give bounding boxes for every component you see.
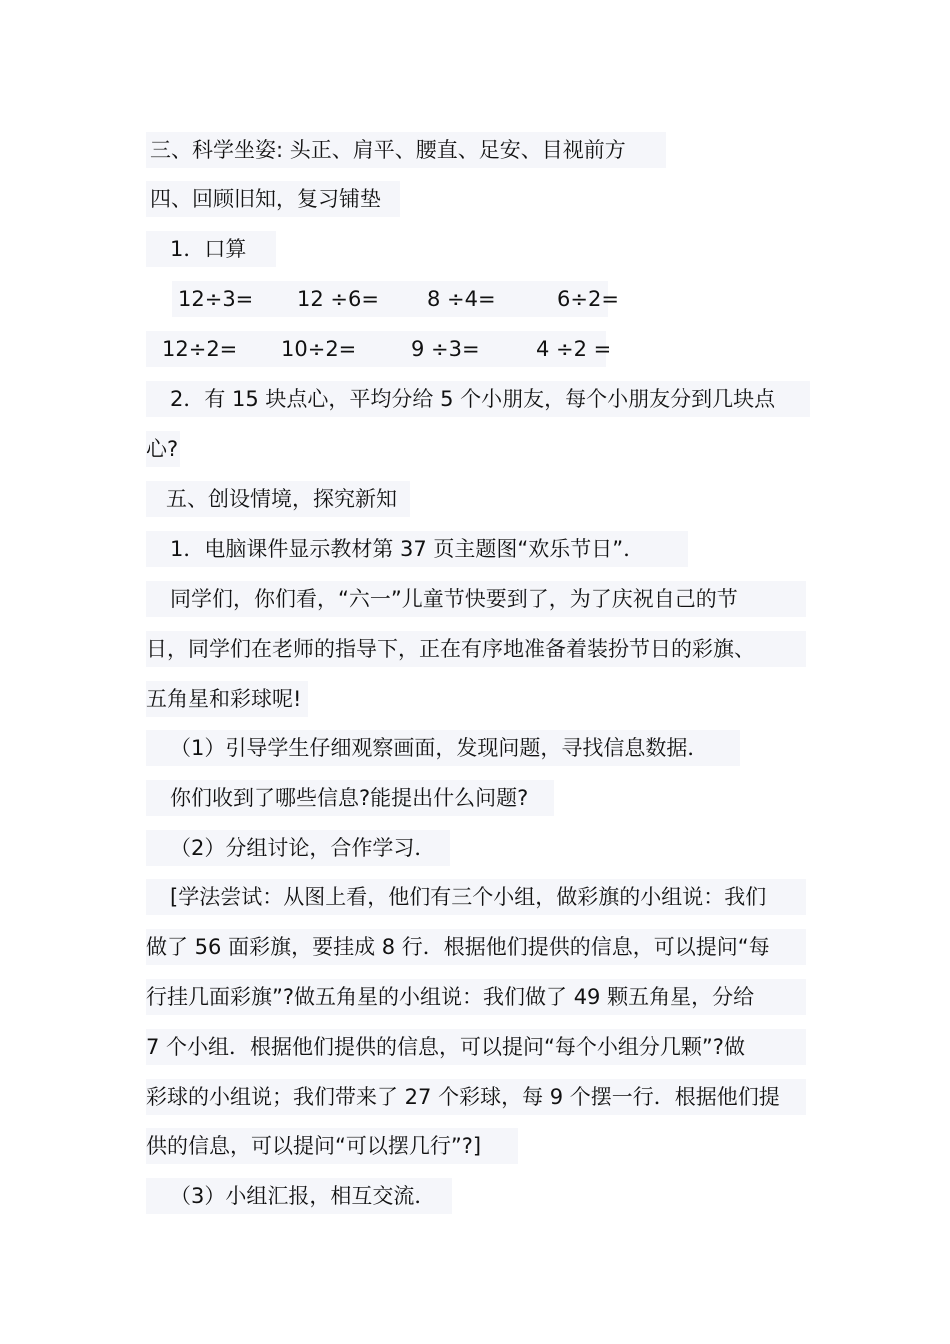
question-line: 你们收到了哪些信息?能提出什么问题? xyxy=(146,780,554,816)
section-heading-3: 三、科学坐姿: 头正、肩平、腰直、足安、目视前方 xyxy=(146,132,666,168)
calc-expression: 9 ÷3= xyxy=(411,337,480,361)
calc-expression: 12 ÷6= xyxy=(297,287,379,311)
calc-expression: 12÷2= xyxy=(162,337,238,361)
calc-expression: 12÷3= xyxy=(178,287,254,311)
method-paragraph-line: 行挂几面彩旗”?做五角星的小组说：我们做了 49 颗五角星，分给 xyxy=(146,979,806,1015)
step-report: （3）小组汇报，相互交流． xyxy=(146,1178,452,1214)
intro-paragraph-line: 同学们，你们看，“六一”儿童节快要到了，为了庆祝自己的节 xyxy=(146,581,806,617)
step-discuss: （2）分组讨论，合作学习． xyxy=(146,830,450,866)
section-heading-5: 五、创设情境，探究新知 xyxy=(146,481,410,517)
method-paragraph-line: 做了 56 面彩旗，要挂成 8 行．根据他们提供的信息，可以提问“每 xyxy=(146,929,806,965)
item-courseware: 1．电脑课件显示教材第 37 页主题图“欢乐节日”． xyxy=(146,531,688,567)
step-observe: （1）引导学生仔细观察画面，发现问题，寻找信息数据． xyxy=(146,730,740,766)
calc-row-1 xyxy=(172,281,619,317)
calc-expression: 8 ÷4= xyxy=(427,287,496,311)
calc-expression: 10÷2= xyxy=(281,337,357,361)
calc-expression: 6÷2= xyxy=(557,287,619,311)
word-problem-line: 心? xyxy=(146,431,180,467)
method-paragraph-line: [学法尝试：从图上看，他们有三个小组，做彩旗的小组说：我们 xyxy=(146,879,806,915)
calc-expression: 4 ÷2 = xyxy=(536,337,612,361)
method-paragraph-line: 供的信息，可以提问“可以摆几行”?] xyxy=(146,1128,518,1164)
item-oral-calc: 1．口算 xyxy=(146,231,276,267)
method-paragraph-line: 彩球的小组说；我们带来了 27 个彩球，每 9 个摆一行．根据他们提 xyxy=(146,1079,806,1115)
word-problem-line: 2．有 15 块点心，平均分给 5 个小朋友，每个小朋友分到几块点 xyxy=(146,381,810,417)
method-paragraph-line: 7 个小组．根据他们提供的信息，可以提问“每个小组分几颗”?做 xyxy=(146,1029,806,1065)
calc-row-2 xyxy=(146,331,612,367)
section-heading-4: 四、回顾旧知，复习铺垫 xyxy=(146,181,400,217)
intro-paragraph-line: 日，同学们在老师的指导下，正在有序地准备着装扮节日的彩旗、 xyxy=(146,631,806,667)
intro-paragraph-line: 五角星和彩球呢! xyxy=(146,681,308,717)
